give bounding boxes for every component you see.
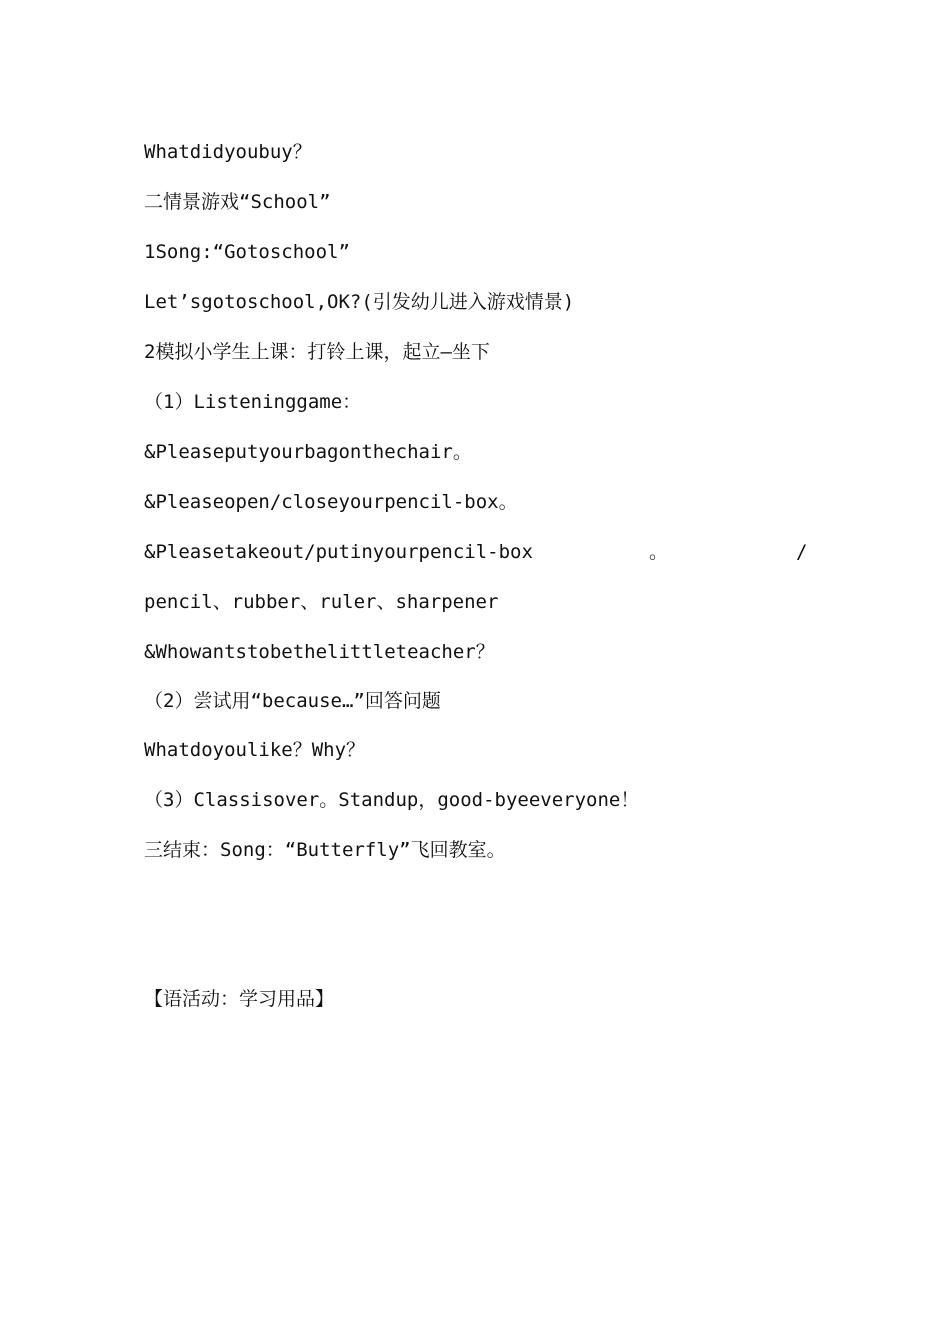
text-line-lets-go-to-school: Let’sgotoschool,OK?(引发幼儿进入游戏情景) — [144, 291, 575, 313]
text-line-little-teacher: &Whowantstobethelittleteacher？ — [144, 641, 495, 663]
text-line-class-is-over: （3）Classisover。Standup，good-byeeveryone！ — [144, 789, 640, 811]
text-segment-slash: / — [796, 541, 808, 563]
text-line-what-did-you-buy: Whatdidyoubuy？ — [144, 141, 312, 163]
text-line-simulated-class: 2模拟小学生上课：打铃上课，起立—坐下 — [144, 341, 490, 363]
text-line-song-go-to-school: 1Song:“Gotoschool” — [144, 241, 350, 263]
text-line-stationery-list: pencil、rubber、ruler、sharpener — [144, 591, 499, 613]
text-line-put-bag-on-chair: &Pleaseputyourbagonthechair。 — [144, 441, 472, 463]
text-line-open-close-pencil-box: &Pleaseopen/closeyourpencil-box。 — [144, 491, 518, 513]
section-title-language-activity: 【语活动：学习用品】 — [144, 988, 335, 1010]
text-line-because-answer: （2）尝试用“because…”回答问题 — [144, 690, 441, 712]
section-heading-school-game: 二情景游戏“School” — [144, 191, 331, 213]
text-line-take-out-put-in — [144, 540, 814, 564]
text-line-listening-game: （1）Listeninggame： — [144, 391, 362, 413]
text-segment-take-out: &Pleasetakeout/putinyourpencil-box — [144, 541, 533, 563]
section-heading-ending: 三结束：Song：“Butterfly”飞回教室。 — [144, 839, 506, 861]
text-line-what-do-you-like: Whatdoyoulike？Why？ — [144, 739, 366, 761]
text-segment-period: 。 — [649, 541, 669, 563]
